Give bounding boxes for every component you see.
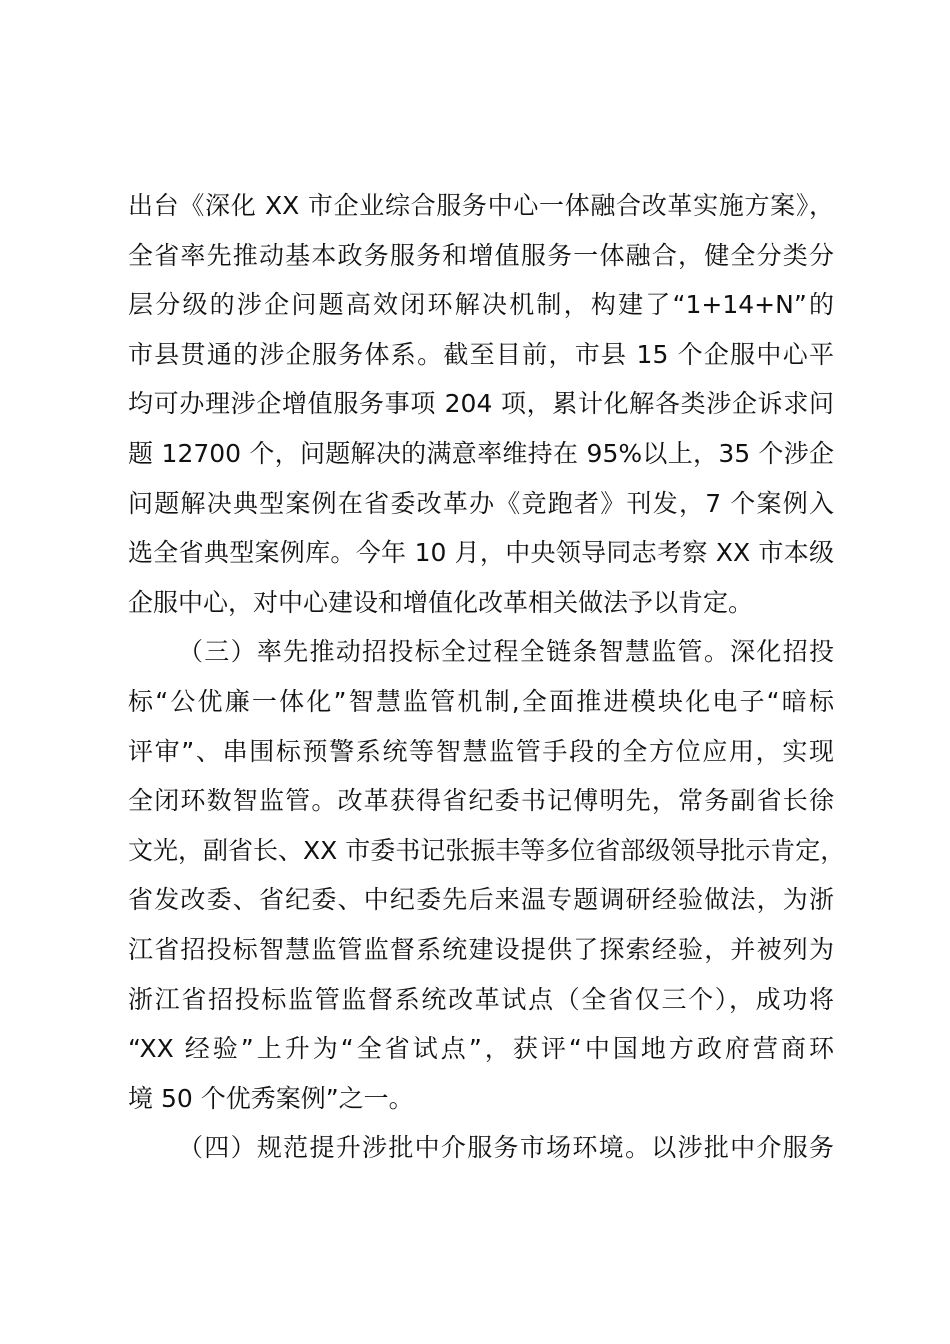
text-line: 均可办理涉企增值服务事项 204 项，累计化解各类涉企诉求问 bbox=[128, 389, 834, 419]
text-line: 江省招投标智慧监管监督系统建设提供了探索经验，并被列为 bbox=[128, 934, 834, 964]
text-line: 层分级的涉企问题高效闭环解决机制，构建了“1+14+N”的 bbox=[128, 290, 834, 320]
text-line: 出台《深化 XX 市企业综合服务中心一体融合改革实施方案》， bbox=[128, 191, 834, 220]
text-line: 评审”、串围标预警系统等智慧监管手段的全方位应用，实现 bbox=[128, 736, 834, 766]
body-text bbox=[128, 181, 846, 1173]
text-line: 全省率先推动基本政务服务和增值服务一体融合，健全分类分 bbox=[128, 240, 834, 270]
text-line: 省发改委、省纪委、中纪委先后来温专题调研经验做法，为浙 bbox=[128, 885, 834, 915]
section-heading-line: （四）规范提升涉批中介服务市场环境。以涉批中介服务 bbox=[178, 1133, 834, 1163]
text-line: 文光，副省长、XX 市委书记张振丰等多位省部级领导批示肯定， bbox=[128, 835, 846, 865]
text-line: 题 12700 个，问题解决的满意率维持在 95%以上，35 个涉企 bbox=[128, 438, 834, 468]
text-line: “XX 经验”上升为“全省试点”，获评“中国地方政府营商环 bbox=[128, 1034, 834, 1064]
text-line: 市县贯通的涉企服务体系。截至目前，市县 15 个企服中心平 bbox=[128, 339, 834, 369]
text-line: 浙江省招投标监管监督系统改革试点（全省仅三个），成功将 bbox=[128, 984, 834, 1014]
text-line: 企服中心，对中心建设和增值化改革相关做法予以肯定。 bbox=[128, 587, 754, 617]
text-line: 境 50 个优秀案例”之一。 bbox=[128, 1083, 414, 1113]
text-line: 标“公优廉一体化”智慧监管机制,全面推进模块化电子“暗标 bbox=[128, 686, 834, 716]
section-heading-line: （三）率先推动招投标全过程全链条智慧监管。深化招投 bbox=[178, 637, 834, 667]
text-line: 全闭环数智监管。改革获得省纪委书记傅明先，常务副省长徐 bbox=[128, 786, 834, 816]
text-line: 选全省典型案例库。今年 10 月，中央领导同志考察 XX 市本级 bbox=[128, 538, 834, 568]
text-line: 问题解决典型案例在省委改革办《竞跑者》刊发，7 个案例入 bbox=[128, 488, 834, 518]
